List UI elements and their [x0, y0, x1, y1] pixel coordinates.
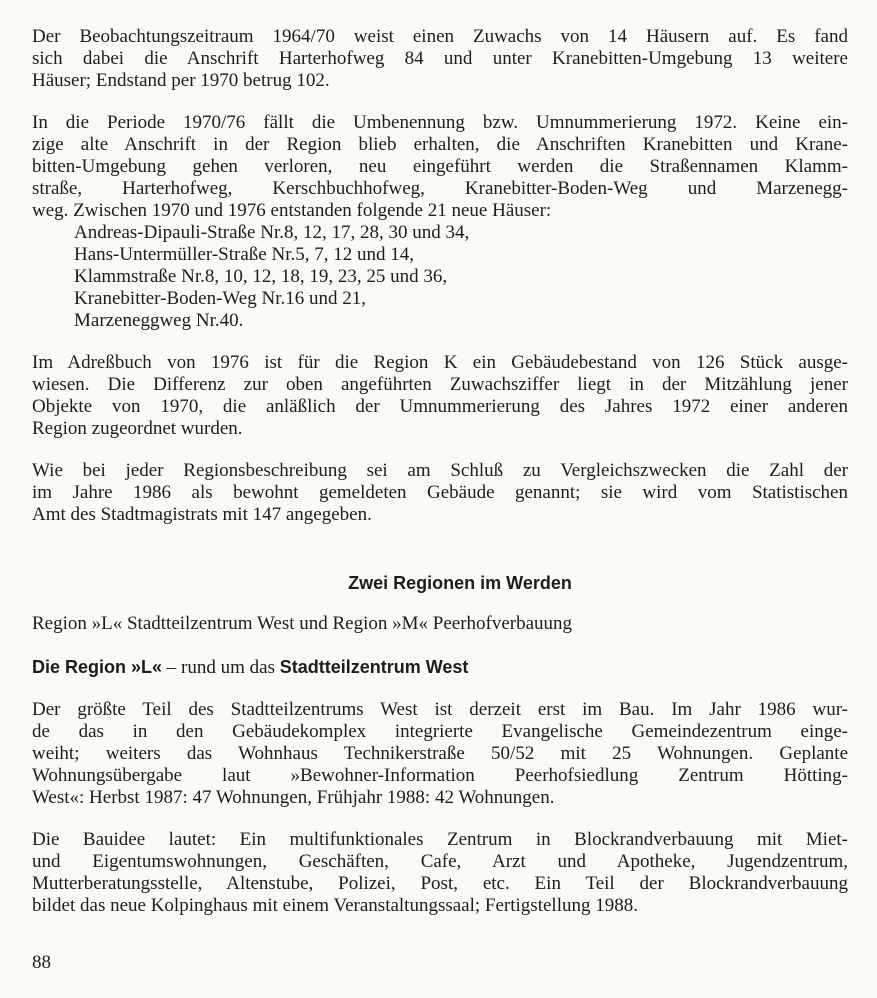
text-line: zige alte Anschrift in der Region blieb erhalten, die Anschriften Kranebitten und Krane-: [32, 134, 848, 155]
text-line: West«: Herbst 1987: 47 Wohnungen, Frühjahr 1988: 42 Wohnungen.: [32, 787, 555, 808]
text-line: Region zugeordnet wurden.: [32, 418, 243, 439]
street-list-item: Kranebitter-Boden-Weg Nr.16 und 21,: [74, 288, 366, 309]
text-line: Im Adreßbuch von 1976 ist für die Region K ein Gebäudebestand von 126 Stück ausge-: [32, 352, 848, 373]
section-heading: Zwei Regionen im Werden: [348, 573, 572, 593]
page-number: 88: [32, 952, 51, 973]
paragraph-renaming-period: [32, 112, 848, 222]
paragraph-comparison: [32, 460, 848, 526]
street-list-item: Hans-Untermüller-Straße Nr.5, 7, 12 und 14,: [74, 244, 414, 265]
text-line: bitten-Umgebung gehen verloren, neu eingeführt werden die Straßennamen Klamm-: [32, 156, 848, 177]
text-line: im Jahre 1986 als bewohnt gemeldeten Gebäude genannt; sie wird vom Statistischen: [32, 482, 848, 503]
text-line: Mutterberatungsstelle, Altenstube, Polizei, Post, etc. Ein Teil der Blockrandverbauung: [32, 873, 848, 894]
text-line: Häuser; Endstand per 1970 betrug 102.: [32, 70, 330, 91]
text-line: weiht; weiters das Wohnhaus Technikerstraße 50/52 mit 25 Wohnungen. Geplante: [32, 743, 848, 764]
region-heading-bold-start: Die Region »L«: [32, 657, 163, 677]
text-line: Objekte von 1970, die anläßlich der Umnummerierung des Jahres 1972 einer anderen: [32, 396, 848, 417]
street-list-item: Klammstraße Nr.8, 10, 12, 18, 19, 23, 25 und 36,: [74, 266, 448, 287]
paragraph-stadtteilzentrum: [32, 699, 848, 809]
text-line: sich dabei die Anschrift Harterhofweg 84 und unter Kranebitten-Umgebung 13 weitere: [32, 48, 848, 69]
region-heading-middle: – rund um das: [162, 657, 280, 678]
text-line: de das in den Gebäudekomplex integrierte Evangelische Gemeindezentrum einge-: [32, 721, 848, 742]
text-line: In die Periode 1970/76 fällt die Umbenennung bzw. Umnummerierung 1972. Keine ein-: [32, 112, 848, 133]
section-subtitle: Region »L« Stadtteilzentrum West und Region »M« Peerhofverbauung: [32, 613, 573, 634]
paragraph-address-book: [32, 352, 848, 440]
region-heading-bold-end: Stadtteilzentrum West: [279, 657, 469, 677]
text-line: Wie bei jeder Regionsbeschreibung sei am Schluß zu Vergleichszwecken die Zahl der: [32, 460, 848, 481]
paragraph-bauidee: [32, 829, 848, 917]
region-heading: [32, 656, 848, 678]
text-line: bildet das neue Kolpinghaus mit einem Veranstaltungssaal; Fertigstellung 1988.: [32, 895, 638, 916]
text-line: straße, Harterhofweg, Kerschbuchhofweg, Kranebitter-Boden-Weg und Marzenegg-: [32, 178, 848, 199]
text-line: wiesen. Die Differenz zur oben angeführten Zuwachsziffer liegt in der Mitzählung jener: [32, 374, 848, 395]
text-line: und Eigentumswohnungen, Geschäften, Cafe, Arzt und Apotheke, Jugendzentrum,: [32, 851, 848, 872]
text-line: Wohnungsübergabe laut »Bewohner-Information Peerhofsiedlung Zentrum Hötting-: [32, 765, 848, 786]
page-content: [32, 26, 848, 917]
text-line: Der Beobachtungszeitraum 1964/70 weist einen Zuwachs von 14 Häusern auf. Es fand: [32, 26, 848, 47]
text-line: Amt des Stadtmagistrats mit 147 angegeben.: [32, 504, 372, 525]
paragraph-observation-period: [32, 26, 848, 92]
street-list-item: Marzeneggweg Nr.40.: [74, 310, 244, 331]
street-list-item: Andreas-Dipauli-Straße Nr.8, 12, 17, 28, 30 und 34,: [74, 222, 470, 243]
text-line: weg. Zwischen 1970 und 1976 entstanden folgende 21 neue Häuser:: [32, 200, 552, 221]
text-line: Die Bauidee lautet: Ein multifunktionales Zentrum in Blockrandverbauung mit Miet-: [32, 829, 848, 850]
street-list: [32, 222, 848, 332]
text-line: Der größte Teil des Stadtteilzentrums West ist derzeit erst im Bau. Im Jahr 1986 wur-: [32, 699, 848, 720]
